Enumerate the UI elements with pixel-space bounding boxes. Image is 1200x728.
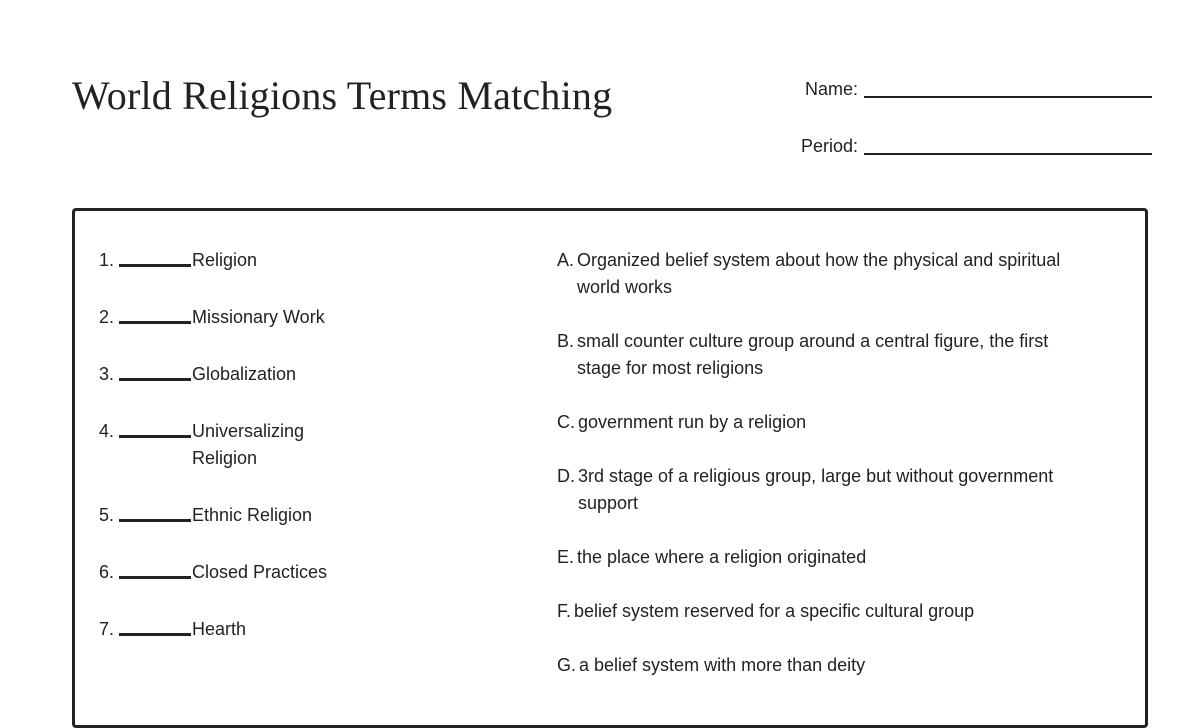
- term-item: [99, 247, 519, 274]
- definition-item: [557, 409, 1097, 436]
- definition-text: a belief system with more than deity: [579, 655, 866, 675]
- term-word: Missionary Work: [192, 307, 325, 327]
- definition-text: Organized belief system about how the physical and spiritual world works: [577, 250, 1061, 297]
- page-title: World Religions Terms Matching: [72, 73, 613, 118]
- answer-blank[interactable]: [119, 559, 191, 579]
- period-line[interactable]: [864, 135, 1152, 155]
- answer-blank[interactable]: [119, 616, 191, 636]
- term-number: 1.: [99, 250, 115, 270]
- definition-letter: A.: [557, 250, 575, 270]
- term-word: Religion: [192, 250, 258, 270]
- matching-box: [72, 208, 1148, 728]
- name-field[interactable]: [798, 78, 1152, 98]
- definition-letter: D.: [557, 466, 575, 486]
- term-item: [99, 361, 519, 388]
- period-label: Period:: [800, 136, 858, 156]
- definition-text: 3rd stage of a religious group, large but without government support: [578, 466, 1054, 513]
- definition-letter: F.: [557, 601, 572, 621]
- definitions-list: [557, 247, 1097, 706]
- term-word: Closed Practices: [192, 562, 328, 582]
- term-number: 3.: [99, 364, 115, 384]
- definition-text: small counter culture group around a central figure, the first stage for most religions: [577, 331, 1049, 378]
- answer-blank[interactable]: [119, 418, 191, 438]
- definition-letter: B.: [557, 331, 575, 351]
- answer-blank[interactable]: [119, 502, 191, 522]
- term-word: Hearth: [192, 619, 247, 639]
- period-field[interactable]: [798, 135, 1152, 155]
- definition-item: [557, 247, 1097, 301]
- definition-text: the place where a religion originated: [577, 547, 867, 567]
- term-word: Globalization: [192, 364, 297, 384]
- term-word: Universalizing Religion: [192, 421, 305, 468]
- name-line[interactable]: [864, 78, 1152, 98]
- term-item: [99, 502, 519, 529]
- term-item: [99, 304, 519, 331]
- term-number: 4.: [99, 421, 115, 441]
- definition-item: [557, 598, 1097, 625]
- definition-letter: G.: [557, 655, 577, 675]
- term-word: Ethnic Religion: [192, 505, 313, 525]
- name-label: Name:: [804, 79, 858, 99]
- term-number: 5.: [99, 505, 115, 525]
- answer-blank[interactable]: [119, 361, 191, 381]
- definition-letter: C.: [557, 412, 575, 432]
- term-number: 7.: [99, 619, 115, 639]
- term-item: [99, 616, 519, 643]
- definition-item: [557, 463, 1097, 517]
- term-item: [99, 559, 519, 586]
- answer-blank[interactable]: [119, 247, 191, 267]
- term-number: 6.: [99, 562, 115, 582]
- answer-blank[interactable]: [119, 304, 191, 324]
- term-number: 2.: [99, 307, 115, 327]
- definition-text: government run by a religion: [578, 412, 807, 432]
- definition-text: belief system reserved for a specific cultural group: [574, 601, 975, 621]
- definition-letter: E.: [557, 547, 575, 567]
- definition-item: [557, 544, 1097, 571]
- definition-item: [557, 328, 1097, 382]
- terms-list: [99, 247, 519, 673]
- term-item: [99, 418, 519, 472]
